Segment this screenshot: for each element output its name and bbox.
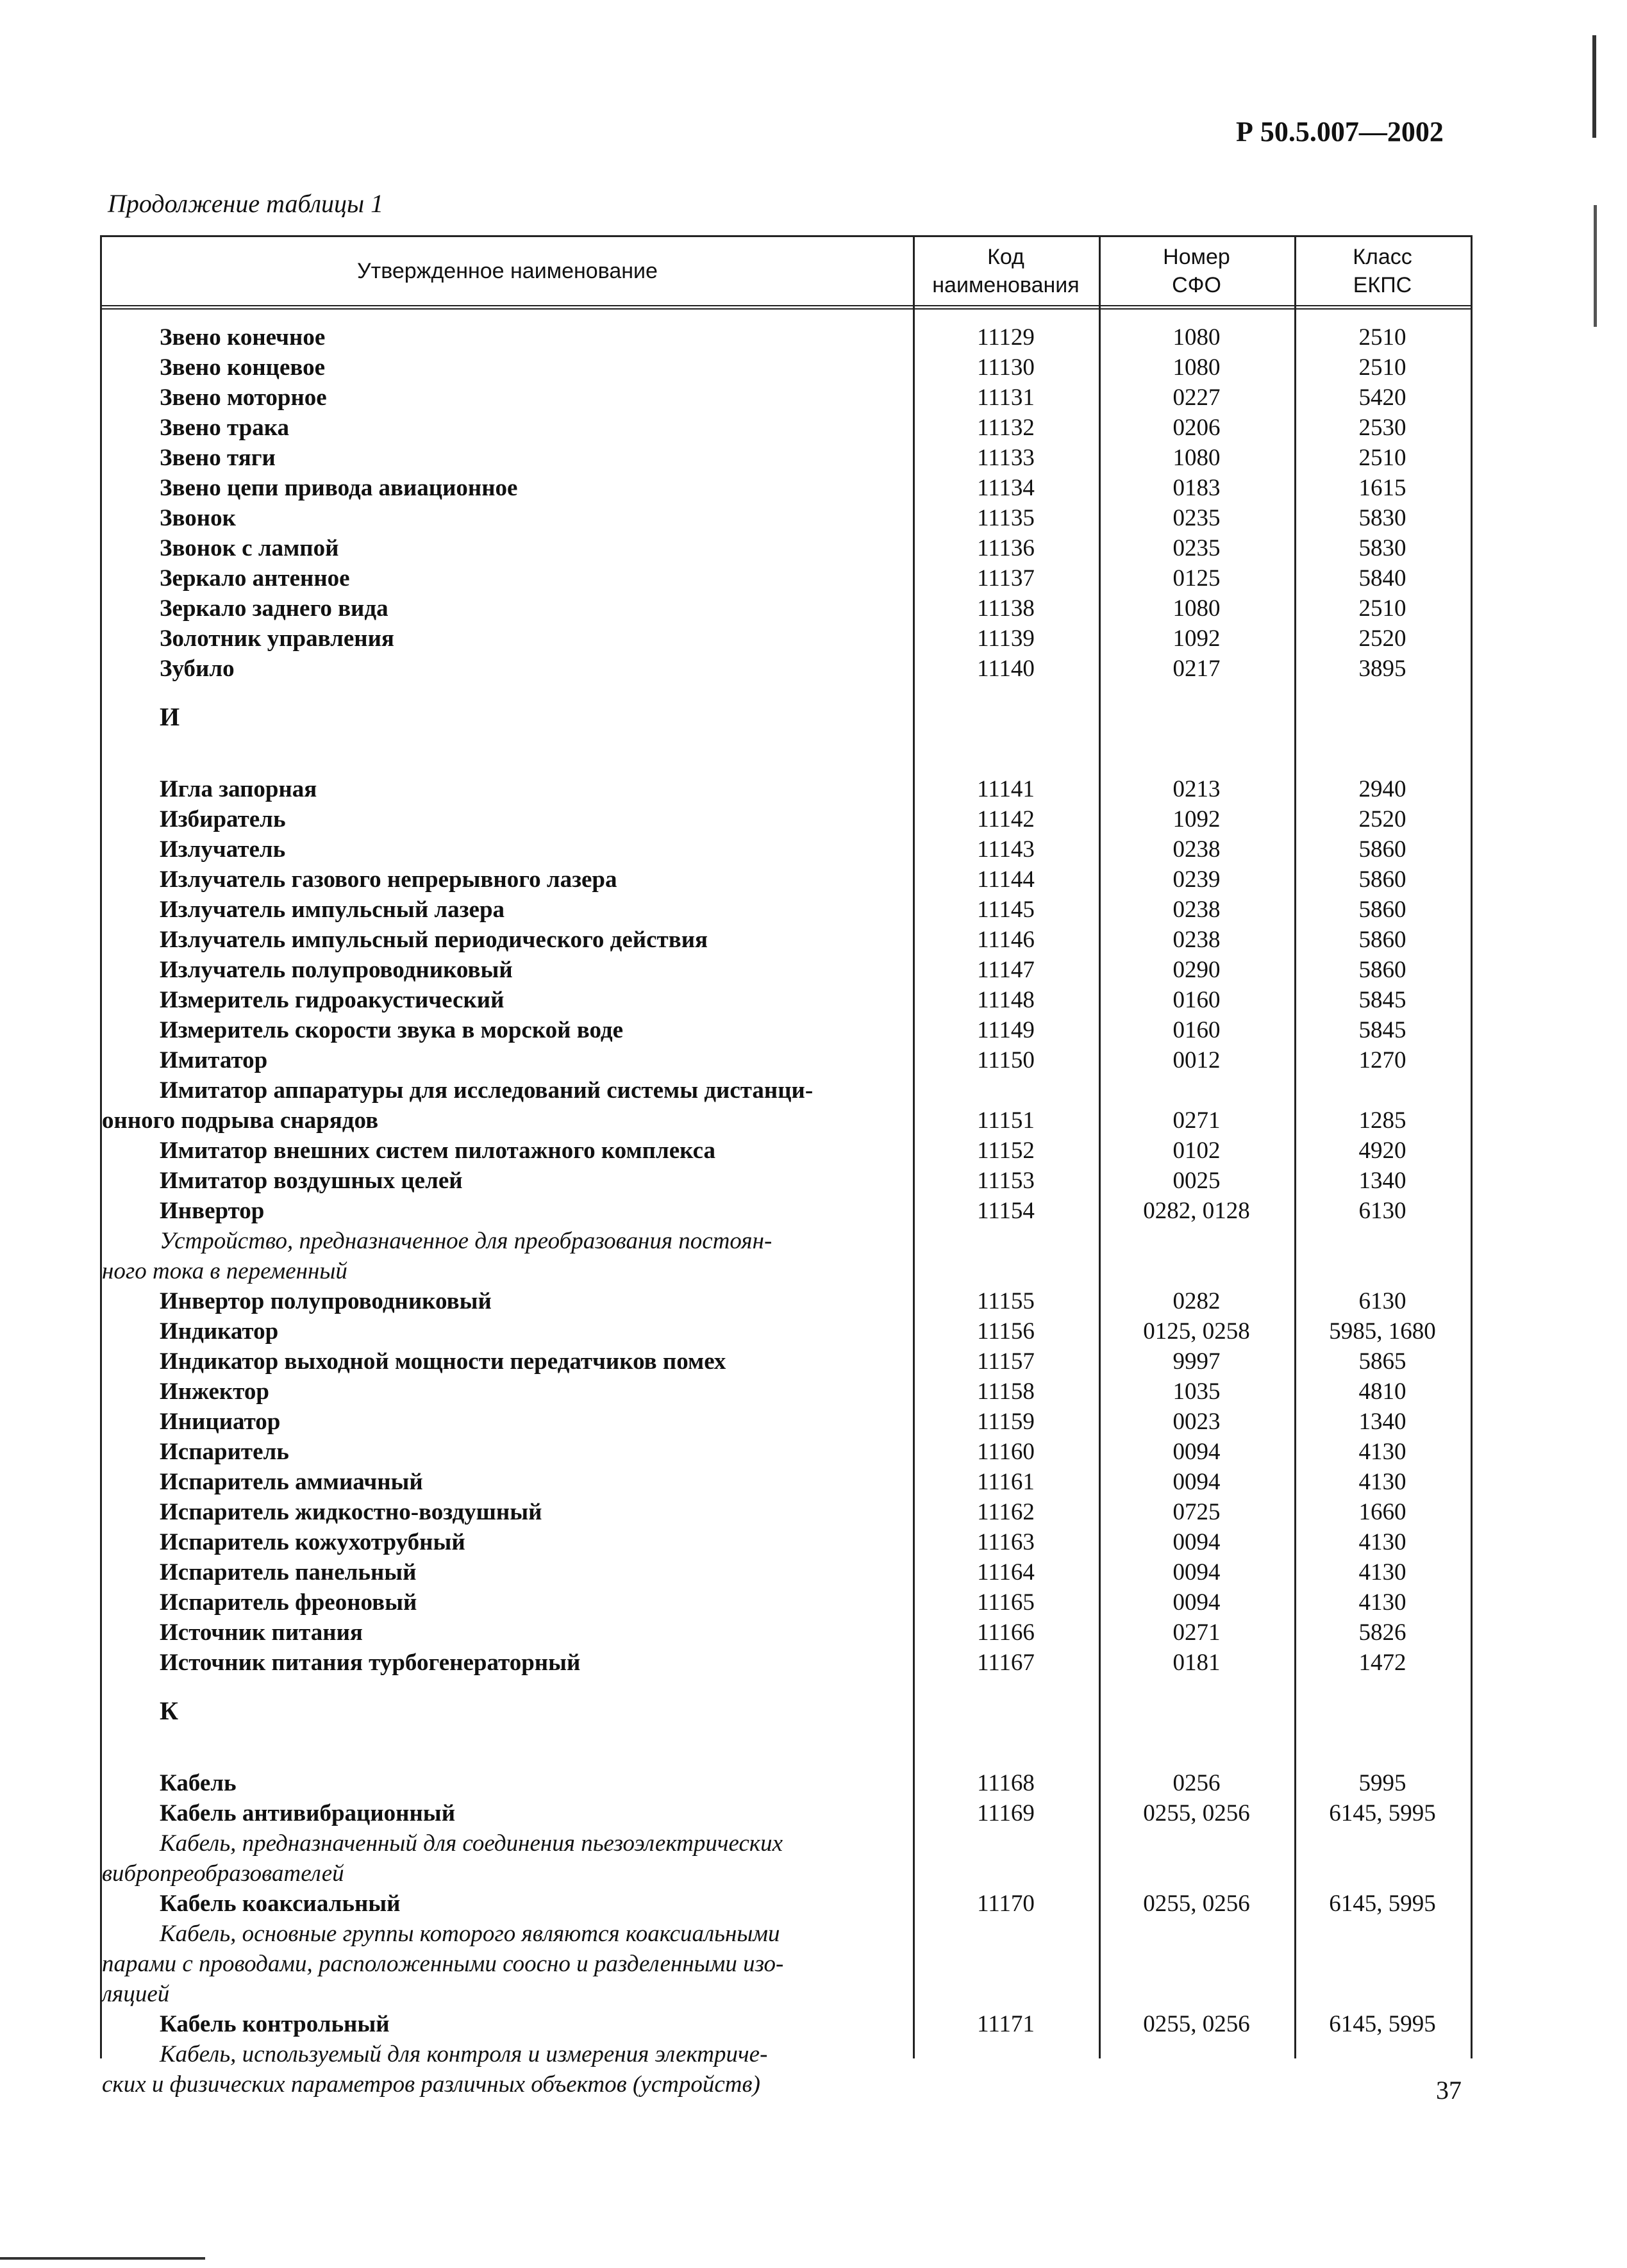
item-code: 11133 xyxy=(977,445,1035,471)
table-row xyxy=(102,2009,1471,2039)
table-row xyxy=(102,1467,1471,1497)
item-ekps-class: 6130 xyxy=(1358,1288,1406,1314)
item-description xyxy=(102,1226,881,1286)
item-sfo-number: 0094 xyxy=(1172,1589,1221,1616)
table-row xyxy=(102,413,1471,443)
column-header-sfo: Номер СФО xyxy=(1163,245,1230,297)
item-code: 11171 xyxy=(977,2011,1035,2037)
item-code: 11149 xyxy=(977,1017,1035,1043)
item-sfo-number: 0235 xyxy=(1172,505,1221,531)
item-ekps-class: 1340 xyxy=(1358,1409,1406,1435)
item-ekps-class: 5860 xyxy=(1358,836,1406,863)
item-ekps-class: 4130 xyxy=(1358,1439,1406,1465)
item-sfo-number: 0255, 0256 xyxy=(1143,1891,1250,1917)
item-ekps-class: 2940 xyxy=(1358,776,1406,802)
section-letter: К xyxy=(160,1696,179,1726)
item-ekps-class: 2510 xyxy=(1358,595,1406,622)
item-code: 11152 xyxy=(977,1138,1035,1164)
item-name: Инвертор xyxy=(160,1198,265,1224)
table-row xyxy=(102,1527,1471,1557)
item-name: Зубило xyxy=(160,656,235,682)
item-sfo-number: 1092 xyxy=(1172,806,1221,832)
item-sfo-number: 0023 xyxy=(1172,1409,1221,1435)
table-row xyxy=(102,1407,1471,1437)
item-sfo-number: 0125 xyxy=(1172,565,1221,592)
item-sfo-number: 1092 xyxy=(1172,625,1221,652)
table-row xyxy=(102,1889,1471,1919)
item-code: 11139 xyxy=(977,625,1035,652)
item-sfo-number: 0725 xyxy=(1172,1499,1221,1525)
item-ekps-class: 4920 xyxy=(1358,1138,1406,1164)
item-ekps-class: 4130 xyxy=(1358,1529,1406,1555)
item-sfo-number: 0235 xyxy=(1172,535,1221,561)
item-ekps-class: 6130 xyxy=(1358,1198,1406,1224)
item-name: Звено тяги xyxy=(160,445,276,471)
item-name: Игла запорная xyxy=(160,776,317,802)
description-row xyxy=(102,2039,1471,2099)
item-sfo-number: 0238 xyxy=(1172,836,1221,863)
text-line: ских и физических параметров различных объектов (устройств) xyxy=(102,2071,760,2098)
item-sfo-number: 0282, 0128 xyxy=(1143,1198,1250,1224)
text-line: ляцией xyxy=(102,1981,170,2007)
table-row xyxy=(102,593,1471,624)
text-line: Кабель, основные группы которого являются коаксиальными xyxy=(160,1921,780,1947)
item-name: Звонок с лампой xyxy=(160,535,339,561)
page-number: 37 xyxy=(1436,2076,1462,2105)
table-row xyxy=(102,503,1471,533)
table-row xyxy=(102,1015,1471,1045)
item-name: Инвертор полупроводниковый xyxy=(160,1288,492,1314)
item-ekps-class: 1472 xyxy=(1358,1650,1406,1676)
table-row xyxy=(102,352,1471,383)
text-line: Кабель, используемый для контроля и измерения электриче- xyxy=(160,2041,768,2067)
table-row xyxy=(102,1377,1471,1407)
item-code: 11150 xyxy=(977,1047,1035,1073)
item-code: 11160 xyxy=(977,1439,1035,1465)
table-row xyxy=(102,985,1471,1015)
item-code: 11142 xyxy=(977,806,1035,832)
item-code: 11148 xyxy=(977,987,1035,1013)
item-sfo-number: 0217 xyxy=(1172,656,1221,682)
item-ekps-class: 5860 xyxy=(1358,866,1406,893)
table-continuation-caption: Продолжение таблицы 1 xyxy=(108,189,384,218)
item-code: 11164 xyxy=(977,1559,1035,1585)
item-sfo-number: 1080 xyxy=(1172,324,1221,351)
text-line: Устройство, предназначенное для преобразования постоян- xyxy=(160,1228,772,1254)
table-row xyxy=(102,895,1471,925)
scan-edge-mark xyxy=(1592,35,1596,138)
table-row xyxy=(102,1497,1471,1527)
item-ekps-class: 5830 xyxy=(1358,505,1406,531)
section-letter-row xyxy=(102,684,1471,774)
item-code: 11147 xyxy=(977,957,1035,983)
item-name: Испаритель xyxy=(160,1439,289,1465)
table-row xyxy=(102,1768,1471,1798)
table-row xyxy=(102,804,1471,834)
item-code: 11157 xyxy=(977,1348,1035,1375)
item-sfo-number: 0160 xyxy=(1172,1017,1221,1043)
item-code: 11163 xyxy=(977,1529,1035,1555)
item-sfo-number: 0094 xyxy=(1172,1529,1221,1555)
item-ekps-class: 2510 xyxy=(1358,445,1406,471)
item-ekps-class: 5840 xyxy=(1358,565,1406,592)
item-name: Испаритель жидкостно-воздушный xyxy=(160,1499,542,1525)
item-ekps-class: 5845 xyxy=(1358,987,1406,1013)
item-sfo-number: 9997 xyxy=(1172,1348,1221,1375)
item-sfo-number: 0181 xyxy=(1172,1650,1221,1676)
item-name: Испаритель кожухотрубный xyxy=(160,1529,465,1555)
table-row xyxy=(102,1648,1471,1678)
item-code: 11161 xyxy=(977,1469,1035,1495)
item-name: Кабель антивибрационный xyxy=(160,1800,456,1826)
column-header-code: Код наименования xyxy=(932,245,1080,297)
item-code: 11165 xyxy=(977,1589,1035,1616)
item-ekps-class: 2520 xyxy=(1358,806,1406,832)
item-sfo-number: 0102 xyxy=(1172,1138,1221,1164)
item-code: 11168 xyxy=(977,1770,1035,1796)
description-row xyxy=(102,1828,1471,1889)
item-code: 11141 xyxy=(977,776,1035,802)
item-sfo-number: 1080 xyxy=(1172,595,1221,622)
table-row xyxy=(102,1437,1471,1467)
item-name: Избиратель xyxy=(160,806,286,832)
item-code: 11154 xyxy=(977,1198,1035,1224)
table-row xyxy=(102,1075,1471,1136)
item-code: 11134 xyxy=(977,475,1035,501)
description-row xyxy=(102,1919,1471,2009)
item-sfo-number: 0094 xyxy=(1172,1559,1221,1585)
item-name: Источник питания турбогенераторный xyxy=(160,1650,581,1676)
item-sfo-number: 0094 xyxy=(1172,1469,1221,1495)
item-name: Звено конечное xyxy=(160,324,326,351)
table-body xyxy=(102,322,1471,2099)
item-sfo-number: 1035 xyxy=(1172,1378,1221,1405)
table-header xyxy=(102,235,1471,310)
item-ekps-class: 5995 xyxy=(1358,1770,1406,1796)
item-code: 11166 xyxy=(977,1619,1035,1646)
item-sfo-number: 0227 xyxy=(1172,385,1221,411)
item-sfo-number: 0125, 0258 xyxy=(1143,1318,1250,1345)
item-code: 11132 xyxy=(977,415,1035,441)
item-sfo-number: 0271 xyxy=(1172,1619,1221,1646)
table-row xyxy=(102,1316,1471,1346)
item-code: 11140 xyxy=(977,656,1035,682)
table-row xyxy=(102,322,1471,352)
item-name: Инжектор xyxy=(160,1378,269,1405)
column-header-ekps: Класс ЕКПС xyxy=(1353,245,1412,297)
item-name: Индикатор xyxy=(160,1318,279,1345)
classifier-table xyxy=(100,235,1473,2098)
item-name: Излучатель полупроводниковый xyxy=(160,957,513,983)
item-name: Звено цепи привода авиационное xyxy=(160,475,518,501)
item-ekps-class: 5826 xyxy=(1358,1619,1406,1646)
item-ekps-class: 6145, 5995 xyxy=(1329,1891,1436,1917)
item-code: 11158 xyxy=(977,1378,1035,1405)
item-name: Кабель коаксиальный xyxy=(160,1891,401,1917)
table-row xyxy=(102,1166,1471,1196)
item-ekps-class: 1660 xyxy=(1358,1499,1406,1525)
item-code: 11145 xyxy=(977,897,1035,923)
table-row xyxy=(102,865,1471,895)
item-name: Индикатор выходной мощности передатчиков помех xyxy=(160,1348,726,1375)
item-ekps-class: 4130 xyxy=(1358,1559,1406,1585)
item-ekps-class: 3895 xyxy=(1358,656,1406,682)
item-name: Испаритель панельный xyxy=(160,1559,417,1585)
table-row xyxy=(102,624,1471,654)
item-ekps-class: 1285 xyxy=(1358,1107,1406,1134)
item-name: Испаритель фреоновый xyxy=(160,1589,417,1616)
item-sfo-number: 0160 xyxy=(1172,987,1221,1013)
item-sfo-number: 0256 xyxy=(1172,1770,1221,1796)
item-name: Кабель контрольный xyxy=(160,2011,390,2037)
item-code: 11146 xyxy=(977,927,1035,953)
item-ekps-class: 2520 xyxy=(1358,625,1406,652)
item-name: Звено моторное xyxy=(160,385,327,411)
item-sfo-number: 0271 xyxy=(1172,1107,1221,1134)
item-ekps-class: 4810 xyxy=(1358,1378,1406,1405)
item-code: 11162 xyxy=(977,1499,1035,1525)
item-code: 11156 xyxy=(977,1318,1035,1345)
table-row xyxy=(102,654,1471,684)
table-row xyxy=(102,473,1471,503)
item-name: Излучатель xyxy=(160,836,286,863)
text-line: онного подрыва снарядов xyxy=(102,1107,379,1134)
item-sfo-number: 0094 xyxy=(1172,1439,1221,1465)
item-code: 11129 xyxy=(977,324,1035,351)
item-sfo-number: 0238 xyxy=(1172,897,1221,923)
table-row xyxy=(102,443,1471,473)
item-name: Имитатор воздушных целей xyxy=(160,1168,463,1194)
text-line: парами с проводами, расположенными соосно и разделенными изо- xyxy=(102,1951,784,1977)
item-ekps-class: 1615 xyxy=(1358,475,1406,501)
item-code: 11167 xyxy=(977,1650,1035,1676)
item-ekps-class: 5985, 1680 xyxy=(1329,1318,1436,1345)
table-row xyxy=(102,1286,1471,1316)
item-ekps-class: 5860 xyxy=(1358,927,1406,953)
item-code: 11155 xyxy=(977,1288,1035,1314)
item-name: Излучатель импульсный лазера xyxy=(160,897,505,923)
table-row xyxy=(102,774,1471,804)
item-name: Кабель xyxy=(160,1770,237,1796)
column-header-name: Утвержденное наименование xyxy=(357,259,658,283)
section-letter-row xyxy=(102,1678,1471,1768)
item-code: 11144 xyxy=(977,866,1035,893)
description-row xyxy=(102,1226,1471,1286)
table-row xyxy=(102,1618,1471,1648)
item-ekps-class: 5845 xyxy=(1358,1017,1406,1043)
item-ekps-class: 2510 xyxy=(1358,324,1406,351)
item-ekps-class: 6145, 5995 xyxy=(1329,1800,1436,1826)
table-row xyxy=(102,925,1471,955)
item-name: Звонок xyxy=(160,505,236,531)
item-code: 11131 xyxy=(977,385,1035,411)
item-name: Испаритель аммиачный xyxy=(160,1469,423,1495)
item-name: Золотник управления xyxy=(160,625,394,652)
item-name: Зеркало заднего вида xyxy=(160,595,388,622)
table-row xyxy=(102,1798,1471,1828)
item-sfo-number: 0025 xyxy=(1172,1168,1221,1194)
item-code: 11138 xyxy=(977,595,1035,622)
item-sfo-number: 0238 xyxy=(1172,927,1221,953)
table-row xyxy=(102,834,1471,865)
scan-artifact-line xyxy=(0,2257,205,2260)
item-description xyxy=(102,2039,881,2099)
item-code: 11143 xyxy=(977,836,1035,863)
item-name: Излучатель газового непрерывного лазера xyxy=(160,866,617,893)
item-sfo-number: 0206 xyxy=(1172,415,1221,441)
document-code: Р 50.5.007—2002 xyxy=(1236,116,1444,147)
table-row xyxy=(102,1136,1471,1166)
item-code: 11159 xyxy=(977,1409,1035,1435)
item-sfo-number: 0239 xyxy=(1172,866,1221,893)
section-letter: И xyxy=(160,702,180,732)
item-ekps-class: 4130 xyxy=(1358,1469,1406,1495)
item-code: 11151 xyxy=(977,1107,1035,1134)
item-name: Звено концевое xyxy=(160,354,326,381)
table-row xyxy=(102,383,1471,413)
scan-edge-mark xyxy=(1594,205,1597,327)
table-row xyxy=(102,1587,1471,1618)
item-ekps-class: 5860 xyxy=(1358,897,1406,923)
table-row xyxy=(102,1557,1471,1587)
item-sfo-number: 0012 xyxy=(1172,1047,1221,1073)
table-row xyxy=(102,955,1471,985)
text-line: Имитатор аппаратуры для исследований системы дистанци- xyxy=(160,1077,814,1104)
item-description xyxy=(102,1919,881,2009)
item-ekps-class: 2510 xyxy=(1358,354,1406,381)
item-sfo-number: 0255, 0256 xyxy=(1143,2011,1250,2037)
item-code: 11130 xyxy=(977,354,1035,381)
table-row xyxy=(102,1045,1471,1075)
item-name: Звено трака xyxy=(160,415,289,441)
item-sfo-number: 0255, 0256 xyxy=(1143,1800,1250,1826)
item-code: 11153 xyxy=(977,1168,1035,1194)
text-line: Кабель, предназначенный для соединения пьезоэлектрических xyxy=(160,1830,783,1857)
item-sfo-number: 0282 xyxy=(1172,1288,1221,1314)
item-sfo-number: 0183 xyxy=(1172,475,1221,501)
table-row xyxy=(102,1346,1471,1377)
item-description xyxy=(102,1828,881,1889)
table-row xyxy=(102,533,1471,563)
item-ekps-class: 6145, 5995 xyxy=(1329,2011,1436,2037)
item-name: Измеритель скорости звука в морской воде xyxy=(160,1017,624,1043)
item-code: 11135 xyxy=(977,505,1035,531)
item-code: 11170 xyxy=(977,1891,1035,1917)
item-code: 11137 xyxy=(977,565,1035,592)
text-line: вибропреобразователей xyxy=(102,1860,344,1887)
item-sfo-number: 1080 xyxy=(1172,354,1221,381)
item-ekps-class: 1270 xyxy=(1358,1047,1406,1073)
item-sfo-number: 0290 xyxy=(1172,957,1221,983)
item-name: Источник питания xyxy=(160,1619,363,1646)
item-name: Зеркало антенное xyxy=(160,565,350,592)
item-ekps-class: 4130 xyxy=(1358,1589,1406,1616)
item-ekps-class: 5830 xyxy=(1358,535,1406,561)
table-row xyxy=(102,1196,1471,1226)
text-line: ного тока в переменный xyxy=(102,1258,347,1284)
item-ekps-class: 5420 xyxy=(1358,385,1406,411)
item-code: 11136 xyxy=(977,535,1035,561)
item-ekps-class: 2530 xyxy=(1358,415,1406,441)
item-ekps-class: 1340 xyxy=(1358,1168,1406,1194)
table-row xyxy=(102,563,1471,593)
item-name: Имитатор внешних систем пилотажного комплекса xyxy=(160,1138,715,1164)
item-name: Инициатор xyxy=(160,1409,281,1435)
item-sfo-number: 0213 xyxy=(1172,776,1221,802)
item-ekps-class: 5865 xyxy=(1358,1348,1406,1375)
item-name: Излучатель импульсный периодического действия xyxy=(160,927,708,953)
item-name: Измеритель гидроакустический xyxy=(160,987,505,1013)
item-name xyxy=(102,1075,881,1136)
item-code: 11169 xyxy=(977,1800,1035,1826)
item-ekps-class: 5860 xyxy=(1358,957,1406,983)
item-name: Имитатор xyxy=(160,1047,268,1073)
item-sfo-number: 1080 xyxy=(1172,445,1221,471)
